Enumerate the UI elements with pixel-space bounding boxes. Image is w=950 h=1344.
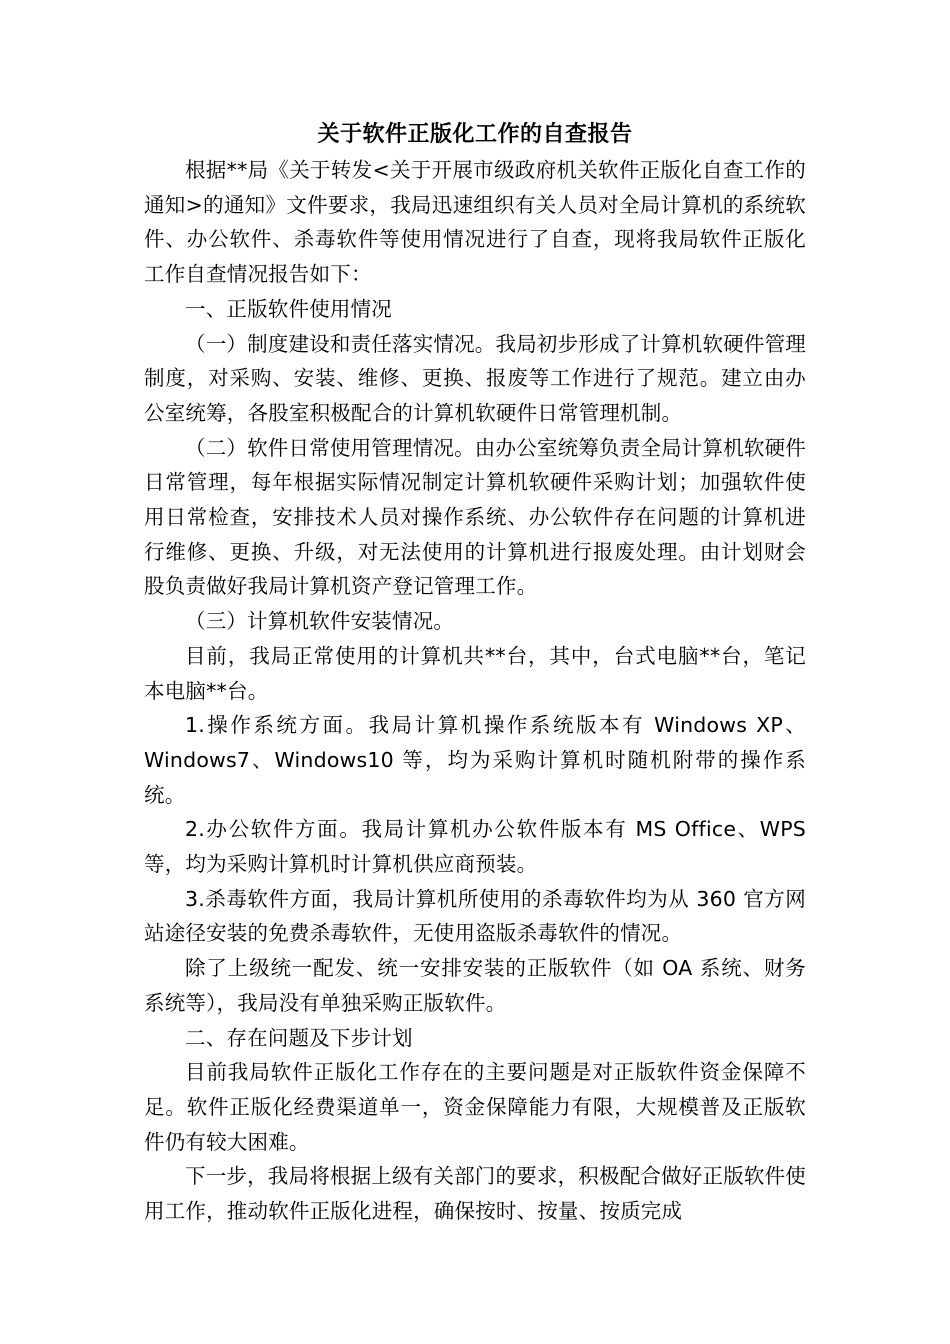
paragraph-other-software: 除了上级统一配发、统一安排安装的正版软件（如 OA 系统、财务系统等），我局没有单独采购正版软件。 bbox=[144, 956, 806, 1015]
paragraph-daily-management: （二）软件日常使用管理情况。由办公室统筹负责全局计算机软硬件日常管理，每年根据实际情况制定计算机软硬件采购计划；加强软件使用日常检查，安排技术人员对操作系统、办公软件存在问题的计算机进行维修、更换、升级，对无法使用的计算机进行报废处理。由计划财会股负责做好我局计算机资产登记管理工作。 bbox=[144, 435, 806, 599]
intro-paragraph: 根据**局《关于转发<关于开展市级政府机关软件正版化自查工作的通知>的通知》文件要求，我局迅速组织有关人员对全局计算机的系统软件、办公软件、杀毒软件等使用情况进行了自查，现将我局软件正版化工作自查情况报告如下： bbox=[144, 158, 806, 287]
subheading-installation: （三）计算机软件安装情况。 bbox=[185, 609, 455, 634]
paragraph-next-steps: 下一步，我局将根据上级有关部门的要求，积极配合做好正版软件使用工作，推动软件正版化进程，确保按时、按量、按质完成 bbox=[144, 1164, 806, 1224]
paragraph-office-software: 2.办公软件方面。我局计算机办公软件版本有 MS Office、WPS 等，均为采购计算机时计算机供应商预装。 bbox=[144, 817, 806, 877]
section-heading-1: 一、正版软件使用情况 bbox=[185, 296, 392, 321]
document-title: 关于软件正版化工作的自查报告 bbox=[317, 122, 633, 147]
document-page bbox=[144, 117, 806, 1229]
paragraph-operating-system: 1.操作系统方面。我局计算机操作系统版本有 Windows XP、Windows7、Windows10 等，均为采购计算机时随机附带的操作系统。 bbox=[144, 713, 806, 807]
section-heading-2: 二、存在问题及下步计划 bbox=[185, 1025, 413, 1050]
paragraph-computer-count: 目前，我局正常使用的计算机共**台，其中，台式电脑**台，笔记本电脑**台。 bbox=[144, 643, 806, 703]
paragraph-problems: 目前我局软件正版化工作存在的主要问题是对正版软件资金保障不足。软件正版化经费渠道单一，资金保障能力有限，大规模普及正版软件仍有较大困难。 bbox=[144, 1060, 806, 1154]
paragraph-antivirus: 3.杀毒软件方面，我局计算机所使用的杀毒软件均为从 360 官方网站途径安装的免费杀毒软件，无使用盗版杀毒软件的情况。 bbox=[144, 886, 806, 946]
paragraph-system-building: （一）制度建设和责任落实情况。我局初步形成了计算机软硬件管理制度，对采购、安装、维修、更换、报废等工作进行了规范。建立由办公室统筹，各股室积极配合的计算机软硬件日常管理机制。 bbox=[144, 331, 806, 425]
